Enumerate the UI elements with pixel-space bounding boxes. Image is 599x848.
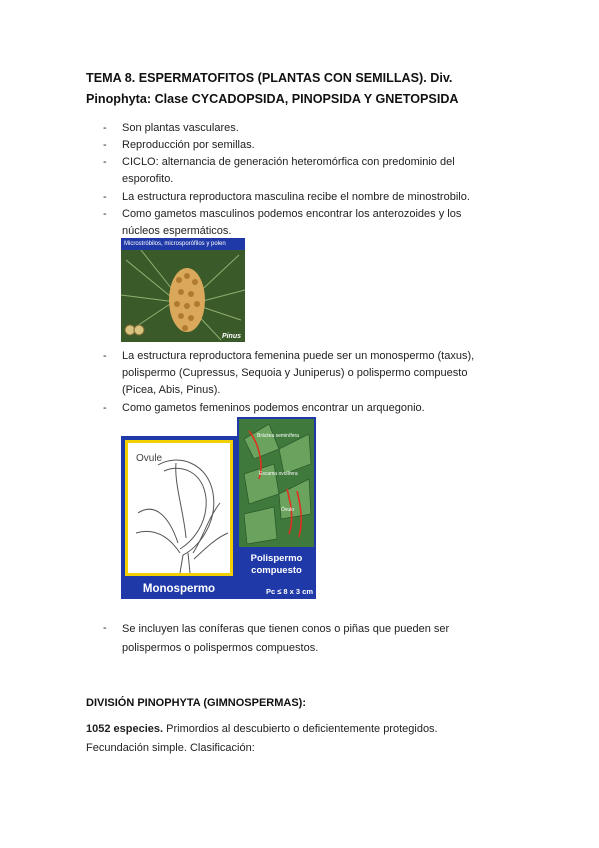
bract-label: Bráctea seminífera	[257, 433, 299, 439]
scale-label: Escama ovulífera	[259, 471, 298, 477]
paragraph-bold: 1052 especies.	[86, 723, 164, 735]
bullet-text: Como gametos masculinos podemos encontrar los anterozoides y los	[122, 208, 462, 220]
bullet-text: Son plantas vasculares.	[122, 122, 239, 134]
document-title	[86, 68, 506, 110]
image-caption: Monospermo	[142, 583, 216, 595]
title-line-1: TEMA 8. ESPERMATOFITOS (PLANTAS CON SEMILLAS). Div.	[86, 71, 453, 85]
bullet-text: CICLO: alternancia de generación heteromórfica con predominio del	[122, 156, 455, 168]
image-header: Microstróbilos, microsporófilos y polen	[121, 238, 245, 250]
paragraph-text: Fecundación simple. Clasificación:	[86, 742, 255, 754]
bullet-dash: -	[103, 622, 107, 634]
bullet-text: La estructura reproductora femenina puede ser un monospermo (taxus),	[122, 350, 475, 362]
bullet-text: Se incluyen las coníferas que tienen conos o piñas que pueden ser	[122, 623, 450, 635]
title-line-2: Pinophyta: Clase CYCADOPSIDA, PINOPSIDA Y GNETOPSIDA	[86, 92, 459, 106]
monospermo-image	[121, 436, 237, 599]
bullet-text: esporofito.	[122, 173, 174, 185]
bullet-text: polispermos o polispermos compuestos.	[122, 642, 319, 654]
bullet-dash: -	[103, 156, 107, 168]
bullet-dash: -	[103, 402, 107, 414]
bullet-dash: -	[103, 350, 107, 362]
caption-line: Polispermo	[250, 553, 303, 564]
size-label: Pc ≤ 8 x 3 cm	[265, 587, 313, 596]
bullet-text: (Picea, Abis, Pinus).	[122, 384, 221, 396]
bullet-dash: -	[103, 191, 107, 203]
bullet-dash: -	[103, 122, 107, 134]
polispermo-compuesto-image	[237, 417, 316, 599]
bullet-text: La estructura reproductora masculina recibe el nombre de minostrobilo.	[122, 191, 470, 203]
section-heading: DIVISIÓN PINOPHYTA (GIMNOSPERMAS):	[86, 697, 307, 709]
ovule-label: Ovule	[136, 453, 163, 464]
bullet-text: núcleos espermáticos.	[122, 225, 232, 237]
bullet-dash: -	[103, 208, 107, 220]
paragraph	[86, 720, 506, 758]
image-caption	[237, 553, 316, 577]
ovulo-label: Óvulo	[281, 507, 295, 513]
bullet-dash: -	[103, 139, 107, 151]
caption-line: compuesto	[251, 565, 302, 576]
bullet-text: Reproducción por semillas.	[122, 139, 255, 151]
bullet-text: Como gametos femeninos podemos encontrar un arquegonio.	[122, 402, 425, 414]
paragraph-text: Primordios al descubierto o deficientemente protegidos.	[163, 723, 438, 735]
pine-microstrobili-image	[121, 238, 245, 342]
bullet-text: polispermo (Cupressus, Sequoia y Juniperus) o polispermo compuesto	[122, 367, 468, 379]
image-label: Pinus	[221, 333, 241, 340]
pine-cone-illustration	[121, 250, 245, 342]
